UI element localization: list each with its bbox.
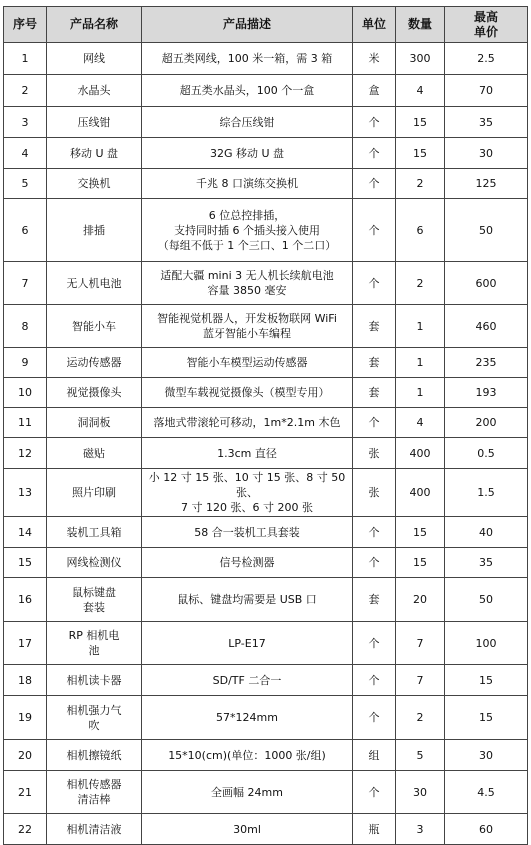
row-qty: 1 (396, 348, 445, 378)
table-row (4, 740, 528, 771)
table-row (4, 696, 528, 740)
row-unit: 张 (353, 469, 396, 517)
row-no: 17 (4, 622, 47, 665)
row-qty: 20 (396, 578, 445, 622)
row-no: 14 (4, 517, 47, 548)
row-unit: 个 (353, 169, 396, 199)
row-name: 交换机 (47, 169, 142, 199)
table-row (4, 665, 528, 696)
table-row (4, 548, 528, 578)
table-row (4, 75, 528, 107)
row-unit: 个 (353, 199, 396, 262)
row-qty: 7 (396, 622, 445, 665)
row-name: 相机强力气 吹 (47, 696, 142, 740)
row-name: 相机清洁液 (47, 814, 142, 845)
row-unit: 个 (353, 771, 396, 814)
row-desc: 智能视觉机器人，开发板物联网 WiFi 蓝牙智能小车编程 (142, 305, 353, 348)
row-no: 2 (4, 75, 47, 107)
row-unit: 组 (353, 740, 396, 771)
row-qty: 1 (396, 305, 445, 348)
row-price: 100 (445, 622, 528, 665)
row-qty: 30 (396, 771, 445, 814)
table-row (4, 814, 528, 845)
row-price: 200 (445, 408, 528, 438)
table-row (4, 771, 528, 814)
row-price: 600 (445, 262, 528, 305)
row-name: 洞洞板 (47, 408, 142, 438)
row-unit: 个 (353, 548, 396, 578)
row-unit: 个 (353, 622, 396, 665)
row-name: 排插 (47, 199, 142, 262)
row-unit: 套 (353, 348, 396, 378)
row-unit: 个 (353, 517, 396, 548)
header-name: 产品名称 (47, 7, 142, 43)
row-name: 相机传感器 清洁棒 (47, 771, 142, 814)
row-no: 16 (4, 578, 47, 622)
row-unit: 个 (353, 138, 396, 169)
row-price: 30 (445, 138, 528, 169)
row-price: 1.5 (445, 469, 528, 517)
row-price: 50 (445, 578, 528, 622)
row-name: 水晶头 (47, 75, 142, 107)
product-table (3, 6, 528, 845)
header-qty: 数量 (396, 7, 445, 43)
table-row (4, 469, 528, 517)
row-name: 压线钳 (47, 107, 142, 138)
row-name: 运动传感器 (47, 348, 142, 378)
table-row (4, 107, 528, 138)
row-name: 网线 (47, 43, 142, 75)
table-body (4, 43, 528, 845)
row-qty: 15 (396, 517, 445, 548)
row-no: 10 (4, 378, 47, 408)
row-qty: 300 (396, 43, 445, 75)
row-price: 125 (445, 169, 528, 199)
row-desc: 58 合一装机工具套装 (142, 517, 353, 548)
row-desc: 微型车载视觉摄像头（模型专用） (142, 378, 353, 408)
row-no: 6 (4, 199, 47, 262)
row-unit: 套 (353, 305, 396, 348)
row-qty: 2 (396, 262, 445, 305)
row-no: 21 (4, 771, 47, 814)
row-qty: 400 (396, 438, 445, 469)
row-unit: 个 (353, 408, 396, 438)
table-row (4, 438, 528, 469)
row-desc: 32G 移动 U 盘 (142, 138, 353, 169)
row-qty: 2 (396, 169, 445, 199)
table-row (4, 378, 528, 408)
row-price: 235 (445, 348, 528, 378)
row-name: 网线检测仪 (47, 548, 142, 578)
table-row (4, 169, 528, 199)
row-no: 12 (4, 438, 47, 469)
row-qty: 6 (396, 199, 445, 262)
row-no: 22 (4, 814, 47, 845)
row-desc: 30ml (142, 814, 353, 845)
row-price: 0.5 (445, 438, 528, 469)
row-qty: 4 (396, 408, 445, 438)
row-price: 35 (445, 107, 528, 138)
row-desc: 超五类水晶头，100 个一盒 (142, 75, 353, 107)
row-no: 19 (4, 696, 47, 740)
row-name: 智能小车 (47, 305, 142, 348)
row-qty: 15 (396, 138, 445, 169)
table-row (4, 517, 528, 548)
row-name: 视觉摄像头 (47, 378, 142, 408)
row-price: 4.5 (445, 771, 528, 814)
row-unit: 套 (353, 378, 396, 408)
row-price: 35 (445, 548, 528, 578)
row-desc: 超五类网线，100 米一箱，需 3 箱 (142, 43, 353, 75)
row-price: 50 (445, 199, 528, 262)
row-desc: 小 12 寸 15 张、10 寸 15 张、8 寸 50 张、 7 寸 120 张、6 寸 200 张 (142, 469, 353, 517)
row-price: 70 (445, 75, 528, 107)
row-no: 8 (4, 305, 47, 348)
row-no: 1 (4, 43, 47, 75)
row-desc: 信号检测器 (142, 548, 353, 578)
row-price: 15 (445, 696, 528, 740)
header-price: 最高 单价 (445, 7, 528, 43)
row-no: 20 (4, 740, 47, 771)
row-no: 15 (4, 548, 47, 578)
row-qty: 7 (396, 665, 445, 696)
row-no: 18 (4, 665, 47, 696)
row-desc: 综合压线钳 (142, 107, 353, 138)
row-desc: 15*10(cm)(单位：1000 张/组) (142, 740, 353, 771)
row-price: 2.5 (445, 43, 528, 75)
row-no: 4 (4, 138, 47, 169)
row-price: 60 (445, 814, 528, 845)
row-price: 193 (445, 378, 528, 408)
row-unit: 瓶 (353, 814, 396, 845)
row-unit: 盒 (353, 75, 396, 107)
table-row (4, 622, 528, 665)
row-price: 30 (445, 740, 528, 771)
row-unit: 张 (353, 438, 396, 469)
row-name: 鼠标键盘 套装 (47, 578, 142, 622)
row-no: 5 (4, 169, 47, 199)
header-no: 序号 (4, 7, 47, 43)
row-qty: 15 (396, 548, 445, 578)
row-desc: 6 位总控排插， 支持同时插 6 个插头接入使用 （每组不低于 1 个三口、1 个二口） (142, 199, 353, 262)
row-unit: 米 (353, 43, 396, 75)
table-header-row (4, 7, 528, 43)
row-qty: 4 (396, 75, 445, 107)
row-unit: 个 (353, 696, 396, 740)
table-row (4, 262, 528, 305)
row-qty: 400 (396, 469, 445, 517)
header-unit: 单位 (353, 7, 396, 43)
table-row (4, 305, 528, 348)
table-row (4, 43, 528, 75)
row-desc: 57*124mm (142, 696, 353, 740)
row-no: 13 (4, 469, 47, 517)
table-row (4, 578, 528, 622)
row-no: 9 (4, 348, 47, 378)
row-desc: 1.3cm 直径 (142, 438, 353, 469)
row-desc: 落地式带滚轮可移动，1m*2.1m 木色 (142, 408, 353, 438)
row-name: 相机擦镜纸 (47, 740, 142, 771)
row-qty: 15 (396, 107, 445, 138)
table-row (4, 348, 528, 378)
row-desc: LP-E17 (142, 622, 353, 665)
row-qty: 1 (396, 378, 445, 408)
row-no: 7 (4, 262, 47, 305)
row-unit: 个 (353, 107, 396, 138)
header-desc: 产品描述 (142, 7, 353, 43)
row-qty: 5 (396, 740, 445, 771)
row-desc: 千兆 8 口演练交换机 (142, 169, 353, 199)
row-unit: 个 (353, 665, 396, 696)
row-qty: 2 (396, 696, 445, 740)
row-desc: 鼠标、键盘均需要是 USB 口 (142, 578, 353, 622)
row-unit: 套 (353, 578, 396, 622)
table-row (4, 138, 528, 169)
row-desc: 全画幅 24mm (142, 771, 353, 814)
row-no: 3 (4, 107, 47, 138)
row-price: 460 (445, 305, 528, 348)
row-name: 相机读卡器 (47, 665, 142, 696)
row-no: 11 (4, 408, 47, 438)
row-name: 照片印刷 (47, 469, 142, 517)
row-name: 无人机电池 (47, 262, 142, 305)
row-desc: 智能小车模型运动传感器 (142, 348, 353, 378)
row-name: 装机工具箱 (47, 517, 142, 548)
row-name: RP 相机电 池 (47, 622, 142, 665)
row-unit: 个 (353, 262, 396, 305)
row-name: 移动 U 盘 (47, 138, 142, 169)
row-desc: SD/TF 二合一 (142, 665, 353, 696)
table-row (4, 408, 528, 438)
row-qty: 3 (396, 814, 445, 845)
row-desc: 适配大疆 mini 3 无人机长续航电池 容量 3850 毫安 (142, 262, 353, 305)
row-name: 磁贴 (47, 438, 142, 469)
row-price: 40 (445, 517, 528, 548)
table-row (4, 199, 528, 262)
row-price: 15 (445, 665, 528, 696)
